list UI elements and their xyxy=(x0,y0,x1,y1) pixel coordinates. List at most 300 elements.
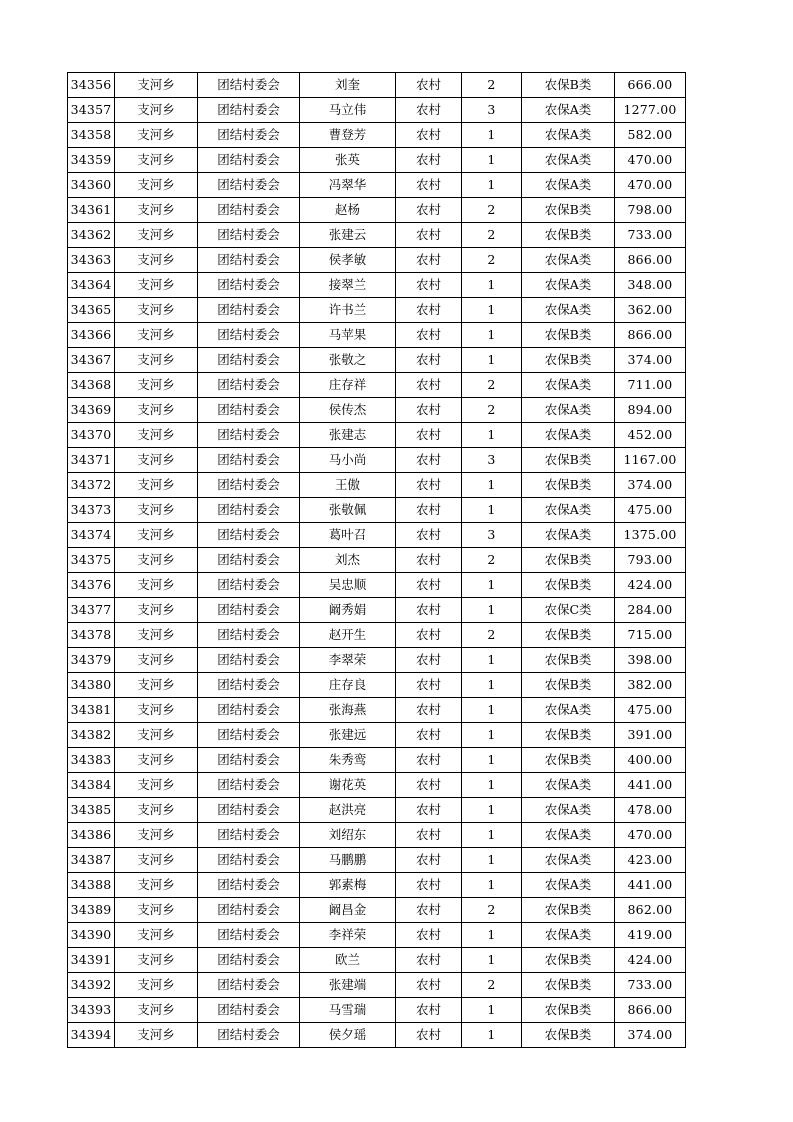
table-row xyxy=(68,698,686,723)
village-committee-cell: 团结村委会 xyxy=(198,498,300,523)
amount-cell: 284.00 xyxy=(615,598,686,623)
name-cell: 张敬佩 xyxy=(300,498,396,523)
village-committee-cell: 团结村委会 xyxy=(198,348,300,373)
amount-cell: 424.00 xyxy=(615,573,686,598)
insurance-category-cell: 农保A类 xyxy=(522,123,615,148)
amount-cell: 391.00 xyxy=(615,723,686,748)
table-row xyxy=(68,573,686,598)
table-row xyxy=(68,898,686,923)
amount-cell: 398.00 xyxy=(615,648,686,673)
insurance-category-cell: 农保C类 xyxy=(522,598,615,623)
record-id-cell: 34370 xyxy=(68,423,115,448)
area-type-cell: 农村 xyxy=(396,773,462,798)
insurance-category-cell: 农保A类 xyxy=(522,273,615,298)
table-row xyxy=(68,823,686,848)
township-cell: 支河乡 xyxy=(115,373,198,398)
household-roster-table xyxy=(67,72,686,1048)
village-committee-cell: 团结村委会 xyxy=(198,423,300,448)
household-size-cell: 2 xyxy=(462,398,522,423)
amount-cell: 715.00 xyxy=(615,623,686,648)
village-committee-cell: 团结村委会 xyxy=(198,248,300,273)
village-committee-cell: 团结村委会 xyxy=(198,923,300,948)
amount-cell: 382.00 xyxy=(615,673,686,698)
township-cell: 支河乡 xyxy=(115,873,198,898)
name-cell: 刘杰 xyxy=(300,548,396,573)
household-size-cell: 2 xyxy=(462,548,522,573)
amount-cell: 374.00 xyxy=(615,1023,686,1048)
household-size-cell: 3 xyxy=(462,98,522,123)
area-type-cell: 农村 xyxy=(396,573,462,598)
table-row xyxy=(68,448,686,473)
record-id-cell: 34375 xyxy=(68,548,115,573)
record-id-cell: 34392 xyxy=(68,973,115,998)
insurance-category-cell: 农保A类 xyxy=(522,148,615,173)
area-type-cell: 农村 xyxy=(396,323,462,348)
record-id-cell: 34380 xyxy=(68,673,115,698)
area-type-cell: 农村 xyxy=(396,248,462,273)
amount-cell: 452.00 xyxy=(615,423,686,448)
household-size-cell: 1 xyxy=(462,723,522,748)
record-id-cell: 34364 xyxy=(68,273,115,298)
insurance-category-cell: 农保A类 xyxy=(522,98,615,123)
name-cell: 张建志 xyxy=(300,423,396,448)
area-type-cell: 农村 xyxy=(396,348,462,373)
name-cell: 庄存祥 xyxy=(300,373,396,398)
area-type-cell: 农村 xyxy=(396,298,462,323)
table-row xyxy=(68,548,686,573)
insurance-category-cell: 农保B类 xyxy=(522,573,615,598)
area-type-cell: 农村 xyxy=(396,223,462,248)
area-type-cell: 农村 xyxy=(396,873,462,898)
table-row xyxy=(68,523,686,548)
area-type-cell: 农村 xyxy=(396,373,462,398)
name-cell: 王傲 xyxy=(300,473,396,498)
township-cell: 支河乡 xyxy=(115,173,198,198)
area-type-cell: 农村 xyxy=(396,698,462,723)
household-size-cell: 1 xyxy=(462,873,522,898)
insurance-category-cell: 农保B类 xyxy=(522,348,615,373)
township-cell: 支河乡 xyxy=(115,598,198,623)
insurance-category-cell: 农保B类 xyxy=(522,448,615,473)
area-type-cell: 农村 xyxy=(396,973,462,998)
name-cell: 葛叶召 xyxy=(300,523,396,548)
amount-cell: 1277.00 xyxy=(615,98,686,123)
township-cell: 支河乡 xyxy=(115,323,198,348)
village-committee-cell: 团结村委会 xyxy=(198,173,300,198)
insurance-category-cell: 农保B类 xyxy=(522,998,615,1023)
household-size-cell: 1 xyxy=(462,848,522,873)
name-cell: 侯夕瑶 xyxy=(300,1023,396,1048)
amount-cell: 374.00 xyxy=(615,348,686,373)
record-id-cell: 34369 xyxy=(68,398,115,423)
insurance-category-cell: 农保B类 xyxy=(522,973,615,998)
insurance-category-cell: 农保A类 xyxy=(522,923,615,948)
area-type-cell: 农村 xyxy=(396,798,462,823)
household-size-cell: 2 xyxy=(462,73,522,98)
amount-cell: 866.00 xyxy=(615,248,686,273)
record-id-cell: 34358 xyxy=(68,123,115,148)
record-id-cell: 34386 xyxy=(68,823,115,848)
village-committee-cell: 团结村委会 xyxy=(198,198,300,223)
table-row xyxy=(68,623,686,648)
household-size-cell: 2 xyxy=(462,623,522,648)
township-cell: 支河乡 xyxy=(115,448,198,473)
name-cell: 朱秀鸾 xyxy=(300,748,396,773)
area-type-cell: 农村 xyxy=(396,848,462,873)
township-cell: 支河乡 xyxy=(115,1023,198,1048)
village-committee-cell: 团结村委会 xyxy=(198,873,300,898)
table-row xyxy=(68,923,686,948)
township-cell: 支河乡 xyxy=(115,523,198,548)
name-cell: 张建端 xyxy=(300,973,396,998)
township-cell: 支河乡 xyxy=(115,648,198,673)
name-cell: 马雪瑞 xyxy=(300,998,396,1023)
record-id-cell: 34376 xyxy=(68,573,115,598)
village-committee-cell: 团结村委会 xyxy=(198,298,300,323)
amount-cell: 1375.00 xyxy=(615,523,686,548)
insurance-category-cell: 农保B类 xyxy=(522,948,615,973)
township-cell: 支河乡 xyxy=(115,948,198,973)
township-cell: 支河乡 xyxy=(115,773,198,798)
table-body xyxy=(68,73,686,1048)
record-id-cell: 34394 xyxy=(68,1023,115,1048)
name-cell: 马鹏鹏 xyxy=(300,848,396,873)
insurance-category-cell: 农保A类 xyxy=(522,498,615,523)
household-size-cell: 1 xyxy=(462,498,522,523)
township-cell: 支河乡 xyxy=(115,348,198,373)
insurance-category-cell: 农保B类 xyxy=(522,748,615,773)
village-committee-cell: 团结村委会 xyxy=(198,998,300,1023)
record-id-cell: 34374 xyxy=(68,523,115,548)
amount-cell: 793.00 xyxy=(615,548,686,573)
table-row xyxy=(68,173,686,198)
record-id-cell: 34379 xyxy=(68,648,115,673)
village-committee-cell: 团结村委会 xyxy=(198,523,300,548)
household-size-cell: 1 xyxy=(462,823,522,848)
area-type-cell: 农村 xyxy=(396,648,462,673)
household-size-cell: 1 xyxy=(462,123,522,148)
insurance-category-cell: 农保A类 xyxy=(522,523,615,548)
name-cell: 张敬之 xyxy=(300,348,396,373)
name-cell: 侯传杰 xyxy=(300,398,396,423)
amount-cell: 711.00 xyxy=(615,373,686,398)
record-id-cell: 34384 xyxy=(68,773,115,798)
township-cell: 支河乡 xyxy=(115,223,198,248)
household-size-cell: 1 xyxy=(462,748,522,773)
area-type-cell: 农村 xyxy=(396,923,462,948)
insurance-category-cell: 农保B类 xyxy=(522,1023,615,1048)
township-cell: 支河乡 xyxy=(115,998,198,1023)
village-committee-cell: 团结村委会 xyxy=(198,273,300,298)
table-row xyxy=(68,123,686,148)
name-cell: 赵开生 xyxy=(300,623,396,648)
village-committee-cell: 团结村委会 xyxy=(198,848,300,873)
record-id-cell: 34359 xyxy=(68,148,115,173)
name-cell: 欧兰 xyxy=(300,948,396,973)
township-cell: 支河乡 xyxy=(115,98,198,123)
village-committee-cell: 团结村委会 xyxy=(198,898,300,923)
insurance-category-cell: 农保A类 xyxy=(522,248,615,273)
township-cell: 支河乡 xyxy=(115,198,198,223)
name-cell: 刘绍东 xyxy=(300,823,396,848)
village-committee-cell: 团结村委会 xyxy=(198,223,300,248)
village-committee-cell: 团结村委会 xyxy=(198,698,300,723)
table-row xyxy=(68,798,686,823)
record-id-cell: 34362 xyxy=(68,223,115,248)
insurance-category-cell: 农保B类 xyxy=(522,898,615,923)
amount-cell: 478.00 xyxy=(615,798,686,823)
area-type-cell: 农村 xyxy=(396,1023,462,1048)
household-size-cell: 1 xyxy=(462,1023,522,1048)
insurance-category-cell: 农保B类 xyxy=(522,623,615,648)
township-cell: 支河乡 xyxy=(115,923,198,948)
table-row xyxy=(68,723,686,748)
amount-cell: 470.00 xyxy=(615,173,686,198)
area-type-cell: 农村 xyxy=(396,398,462,423)
township-cell: 支河乡 xyxy=(115,423,198,448)
amount-cell: 470.00 xyxy=(615,148,686,173)
township-cell: 支河乡 xyxy=(115,473,198,498)
area-type-cell: 农村 xyxy=(396,473,462,498)
amount-cell: 798.00 xyxy=(615,198,686,223)
area-type-cell: 农村 xyxy=(396,173,462,198)
record-id-cell: 34382 xyxy=(68,723,115,748)
record-id-cell: 34372 xyxy=(68,473,115,498)
record-id-cell: 34371 xyxy=(68,448,115,473)
record-id-cell: 34356 xyxy=(68,73,115,98)
table-row xyxy=(68,423,686,448)
area-type-cell: 农村 xyxy=(396,598,462,623)
village-committee-cell: 团结村委会 xyxy=(198,948,300,973)
insurance-category-cell: 农保B类 xyxy=(522,323,615,348)
area-type-cell: 农村 xyxy=(396,623,462,648)
name-cell: 许书兰 xyxy=(300,298,396,323)
area-type-cell: 农村 xyxy=(396,148,462,173)
record-id-cell: 34388 xyxy=(68,873,115,898)
household-size-cell: 1 xyxy=(462,598,522,623)
name-cell: 张建远 xyxy=(300,723,396,748)
table-row xyxy=(68,73,686,98)
household-size-cell: 1 xyxy=(462,648,522,673)
area-type-cell: 农村 xyxy=(396,98,462,123)
village-committee-cell: 团结村委会 xyxy=(198,373,300,398)
village-committee-cell: 团结村委会 xyxy=(198,98,300,123)
area-type-cell: 农村 xyxy=(396,948,462,973)
area-type-cell: 农村 xyxy=(396,823,462,848)
table-row xyxy=(68,273,686,298)
table-row xyxy=(68,598,686,623)
township-cell: 支河乡 xyxy=(115,398,198,423)
amount-cell: 441.00 xyxy=(615,773,686,798)
amount-cell: 374.00 xyxy=(615,473,686,498)
name-cell: 曹登芳 xyxy=(300,123,396,148)
household-size-cell: 2 xyxy=(462,223,522,248)
record-id-cell: 34383 xyxy=(68,748,115,773)
village-committee-cell: 团结村委会 xyxy=(198,323,300,348)
name-cell: 张英 xyxy=(300,148,396,173)
amount-cell: 470.00 xyxy=(615,823,686,848)
name-cell: 侯孝敏 xyxy=(300,248,396,273)
area-type-cell: 农村 xyxy=(396,673,462,698)
record-id-cell: 34377 xyxy=(68,598,115,623)
name-cell: 赵洪亮 xyxy=(300,798,396,823)
village-committee-cell: 团结村委会 xyxy=(198,1023,300,1048)
record-id-cell: 34385 xyxy=(68,798,115,823)
insurance-category-cell: 农保B类 xyxy=(522,473,615,498)
township-cell: 支河乡 xyxy=(115,973,198,998)
village-committee-cell: 团结村委会 xyxy=(198,473,300,498)
area-type-cell: 农村 xyxy=(396,723,462,748)
insurance-category-cell: 农保B类 xyxy=(522,723,615,748)
record-id-cell: 34360 xyxy=(68,173,115,198)
table-row xyxy=(68,773,686,798)
table-row xyxy=(68,973,686,998)
township-cell: 支河乡 xyxy=(115,898,198,923)
township-cell: 支河乡 xyxy=(115,748,198,773)
table-row xyxy=(68,1023,686,1048)
village-committee-cell: 团结村委会 xyxy=(198,398,300,423)
amount-cell: 582.00 xyxy=(615,123,686,148)
name-cell: 接翠兰 xyxy=(300,273,396,298)
insurance-category-cell: 农保A类 xyxy=(522,373,615,398)
amount-cell: 348.00 xyxy=(615,273,686,298)
name-cell: 李翠荣 xyxy=(300,648,396,673)
insurance-category-cell: 农保A类 xyxy=(522,173,615,198)
amount-cell: 1167.00 xyxy=(615,448,686,473)
insurance-category-cell: 农保A类 xyxy=(522,773,615,798)
village-committee-cell: 团结村委会 xyxy=(198,123,300,148)
insurance-category-cell: 农保A类 xyxy=(522,798,615,823)
amount-cell: 400.00 xyxy=(615,748,686,773)
insurance-category-cell: 农保A类 xyxy=(522,298,615,323)
record-id-cell: 34381 xyxy=(68,698,115,723)
village-committee-cell: 团结村委会 xyxy=(198,748,300,773)
record-id-cell: 34367 xyxy=(68,348,115,373)
township-cell: 支河乡 xyxy=(115,823,198,848)
area-type-cell: 农村 xyxy=(396,748,462,773)
table-row xyxy=(68,473,686,498)
township-cell: 支河乡 xyxy=(115,498,198,523)
table-row xyxy=(68,198,686,223)
table-row xyxy=(68,948,686,973)
amount-cell: 866.00 xyxy=(615,323,686,348)
township-cell: 支河乡 xyxy=(115,548,198,573)
township-cell: 支河乡 xyxy=(115,573,198,598)
table-row xyxy=(68,848,686,873)
insurance-category-cell: 农保A类 xyxy=(522,873,615,898)
village-committee-cell: 团结村委会 xyxy=(198,623,300,648)
record-id-cell: 34390 xyxy=(68,923,115,948)
amount-cell: 419.00 xyxy=(615,923,686,948)
village-committee-cell: 团结村委会 xyxy=(198,673,300,698)
household-size-cell: 1 xyxy=(462,923,522,948)
table-row xyxy=(68,398,686,423)
name-cell: 马立伟 xyxy=(300,98,396,123)
table-row xyxy=(68,373,686,398)
insurance-category-cell: 农保A类 xyxy=(522,848,615,873)
household-size-cell: 1 xyxy=(462,998,522,1023)
household-size-cell: 1 xyxy=(462,348,522,373)
amount-cell: 424.00 xyxy=(615,948,686,973)
household-size-cell: 1 xyxy=(462,698,522,723)
record-id-cell: 34387 xyxy=(68,848,115,873)
township-cell: 支河乡 xyxy=(115,723,198,748)
household-size-cell: 1 xyxy=(462,673,522,698)
village-committee-cell: 团结村委会 xyxy=(198,823,300,848)
household-size-cell: 1 xyxy=(462,573,522,598)
name-cell: 马苹果 xyxy=(300,323,396,348)
township-cell: 支河乡 xyxy=(115,298,198,323)
insurance-category-cell: 农保B类 xyxy=(522,73,615,98)
household-size-cell: 3 xyxy=(462,448,522,473)
insurance-category-cell: 农保B类 xyxy=(522,223,615,248)
township-cell: 支河乡 xyxy=(115,273,198,298)
household-size-cell: 2 xyxy=(462,898,522,923)
record-id-cell: 34373 xyxy=(68,498,115,523)
village-committee-cell: 团结村委会 xyxy=(198,973,300,998)
amount-cell: 475.00 xyxy=(615,698,686,723)
table-row xyxy=(68,223,686,248)
township-cell: 支河乡 xyxy=(115,248,198,273)
table-row xyxy=(68,998,686,1023)
table-row xyxy=(68,498,686,523)
village-committee-cell: 团结村委会 xyxy=(198,798,300,823)
record-id-cell: 34363 xyxy=(68,248,115,273)
name-cell: 吴忠顺 xyxy=(300,573,396,598)
table-row xyxy=(68,148,686,173)
area-type-cell: 农村 xyxy=(396,123,462,148)
household-size-cell: 2 xyxy=(462,373,522,398)
township-cell: 支河乡 xyxy=(115,148,198,173)
table-row xyxy=(68,348,686,373)
record-id-cell: 34361 xyxy=(68,198,115,223)
area-type-cell: 农村 xyxy=(396,273,462,298)
village-committee-cell: 团结村委会 xyxy=(198,723,300,748)
township-cell: 支河乡 xyxy=(115,698,198,723)
record-id-cell: 34357 xyxy=(68,98,115,123)
village-committee-cell: 团结村委会 xyxy=(198,773,300,798)
amount-cell: 475.00 xyxy=(615,498,686,523)
insurance-category-cell: 农保A类 xyxy=(522,423,615,448)
record-id-cell: 34378 xyxy=(68,623,115,648)
area-type-cell: 农村 xyxy=(396,423,462,448)
household-size-cell: 1 xyxy=(462,323,522,348)
amount-cell: 666.00 xyxy=(615,73,686,98)
area-type-cell: 农村 xyxy=(396,523,462,548)
record-id-cell: 34368 xyxy=(68,373,115,398)
household-size-cell: 1 xyxy=(462,798,522,823)
village-committee-cell: 团结村委会 xyxy=(198,648,300,673)
township-cell: 支河乡 xyxy=(115,73,198,98)
name-cell: 马小尚 xyxy=(300,448,396,473)
amount-cell: 441.00 xyxy=(615,873,686,898)
name-cell: 谢花英 xyxy=(300,773,396,798)
household-size-cell: 2 xyxy=(462,198,522,223)
household-size-cell: 2 xyxy=(462,973,522,998)
area-type-cell: 农村 xyxy=(396,498,462,523)
township-cell: 支河乡 xyxy=(115,623,198,648)
village-committee-cell: 团结村委会 xyxy=(198,573,300,598)
record-id-cell: 34391 xyxy=(68,948,115,973)
amount-cell: 423.00 xyxy=(615,848,686,873)
household-size-cell: 1 xyxy=(462,948,522,973)
insurance-category-cell: 农保A类 xyxy=(522,698,615,723)
record-id-cell: 34366 xyxy=(68,323,115,348)
record-id-cell: 34389 xyxy=(68,898,115,923)
household-size-cell: 1 xyxy=(462,273,522,298)
household-size-cell: 3 xyxy=(462,523,522,548)
household-size-cell: 2 xyxy=(462,248,522,273)
